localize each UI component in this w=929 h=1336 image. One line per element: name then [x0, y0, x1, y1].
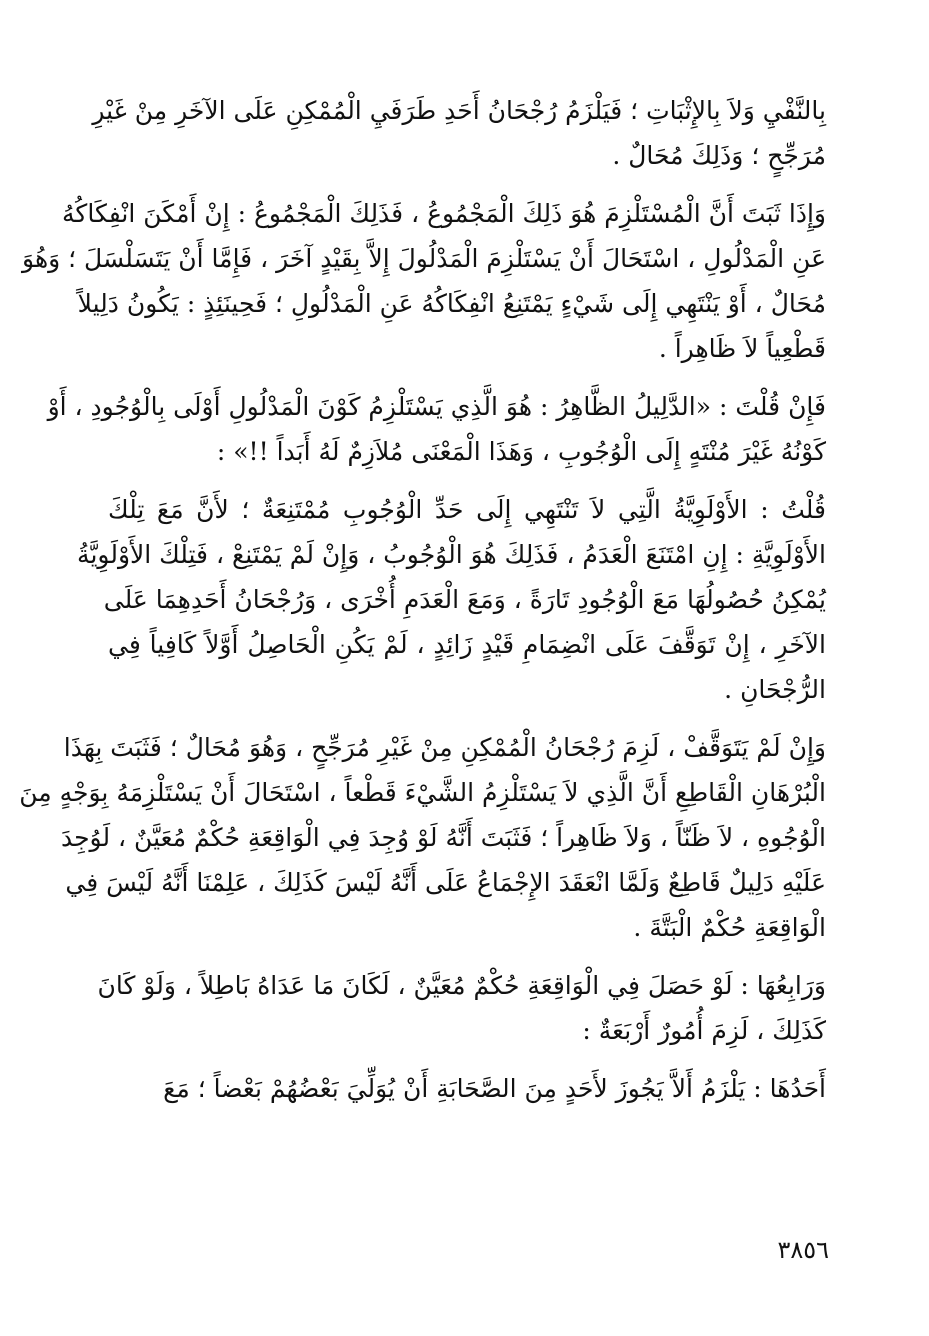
paragraph-gap [108, 371, 826, 384]
text-line: الرُّجْحَانِ . [724, 675, 826, 704]
body-text [19, 88, 826, 1111]
paragraph [47, 384, 826, 474]
paragraph [19, 725, 826, 950]
paragraph-gap [108, 474, 826, 487]
paragraph-gap [108, 178, 826, 191]
paragraph [108, 1066, 826, 1111]
text-line: الْوُجُوهِ ، لاَ ظَنّاً ، وَلاَ ظَاهِراً ؛ فَثَبَتَ أَنَّهُ لَوْ وُجِدَ فِي الْوَاقِعَةِ حُكْمٌ مُعَيَّنٌ ، لَوُجِدَ [60, 823, 826, 852]
text-line: وَإِنْ لَمْ يَتَوَقَّفْ ، لَزِمَ رُجْحَانُ الْمُمْكِنِ مِنْ غَيْرِ مُرَجِّحٍ ، وَهُوَ مُحَالٌ ؛ فَثَبَتَ بِهَذَا [63, 733, 826, 762]
text-line: عَلَيْهِ دَلِيلٌ قَاطِعٌ وَلَمَّا انْعَقَدَ الإِجْمَاعُ عَلَى أَنَّهُ لَيْسَ كَذَلِكَ ، عَلِمْنَا أَنَّهُ لَيْسَ فِي [65, 868, 826, 897]
text-line: عَنِ الْمَدْلُولِ ، اسْتَحَالَ أَنْ يَسْتَلْزِمَ الْمَدْلُولَ إِلاَّ بِقَيْدٍ آخَرَ ، فَإِمَّا أَنْ يَتَسَلْسَلَ ؛ وَهُوَ [22, 244, 826, 273]
text-line: الْوَاقِعَةِ حُكْمٌ الْبَتَّةَ . [633, 913, 826, 942]
page-number: ٣٨٥٦ [777, 1236, 829, 1264]
text-line: فَإِنْ قُلْتَ : «الدَّلِيلُ الظَّاهِرُ : هُوَ الَّذِي يَسْتَلْزِمُ كَوْنَ الْمَدْلُولِ أَوْلَى بِالْوُجُودِ ، أَوْ [47, 392, 826, 421]
paragraph [77, 487, 826, 712]
text-line: أَحَدُهَا : يَلْزَمُ أَلاَّ يَجُوزَ لأَحَدٍ مِنَ الصَّحَابَةِ أَنْ يُوَلِّيَ بَعْضُهُمْ بَعْضاً ؛ مَعَ [163, 1074, 826, 1103]
text-line: قَطْعِياً لاَ ظَاهِراً . [658, 334, 826, 363]
text-line: بِالنَّفْيِ وَلاَ بِالإِثْبَاتِ ؛ فَيَلْزَمُ رُجْحَانُ أَحَدِ طَرَفَيِ الْمُمْكِنِ عَلَى الآخَرِ مِنْ غَيْرِ [92, 96, 826, 125]
text-line: وَرَابِعُهَا : لَوْ حَصَلَ فِي الْوَاقِعَةِ حُكْمٌ مُعَيَّنٌ ، لَكَانَ مَا عَدَاهُ بَاطِلاً ، وَلَوْ كَانَ [97, 971, 826, 1000]
paragraph-gap [108, 712, 826, 725]
paragraph-gap [108, 950, 826, 963]
text-line: الأَوْلَوِيَّةِ : إِنِ امْتَنَعَ الْعَدَمُ ، فَذَلِكَ هُوَ الْوُجُوبُ ، وَإِنْ لَمْ يَمْتَنِعْ ، فَتِلْكَ الأَوْلَوِيَّةُ [77, 540, 826, 569]
text-line: كَوْنُهُ غَيْرَ مُنْتَهٍ إِلَى الْوُجُوبِ ، وَهَذَا الْمَعْنَى مُلاَزِمٌ لَهُ أَبَداً !!» : [216, 437, 826, 466]
text-line: الآخَرِ ، إِنْ تَوَقَّفَ عَلَى انْضِمَامِ قَيْدٍ زَائِدٍ ، لَمْ يَكُنِ الْحَاصِلُ أَوَّلاً كَافِياً فِي [108, 630, 826, 659]
paragraph-gap [108, 1053, 826, 1066]
text-line: يُمْكِنُ حُصُولُهَا مَعَ الْوُجُودِ تَارَةً ، وَمَعَ الْعَدَمِ أُخْرَى ، وَرُجْحَانُ أَحَدِهِمَا عَلَى [103, 585, 826, 614]
paragraph [97, 963, 826, 1053]
text-line: كَذَلِكَ ، لَزِمَ أُمُورٌ أَرْبَعَةٌ : [582, 1016, 826, 1045]
text-line: قُلْتُ : الأَوْلَوِيَّةُ الَّتِي لاَ تَنْتَهِي إِلَى حَدِّ الْوُجُوبِ مُمْتَنِعَةٌ ؛ لأَنَّ مَعَ تِلْكَ [108, 495, 826, 524]
text-line: وَإِذَا ثَبَتَ أَنَّ الْمُسْتَلْزِمَ هُوَ ذَلِكَ الْمَجْمُوعُ ، فَذَلِكَ الْمَجْمُوعُ : إِنْ أَمْكَنَ انْفِكَاكُهُ [62, 199, 826, 228]
text-line: مُرَجِّحٍ ؛ وَذَلِكَ مُحَالٌ . [612, 141, 826, 170]
paragraph [92, 88, 826, 178]
text-line: مُحَالٌ ، أَوْ يَنْتَهِي إِلَى شَيْءٍ يَمْتَنِعُ انْفِكَاكُهُ عَنِ الْمَدْلُولِ ؛ فَحِينَئِذٍ : يَكُونُ دَلِيلاً [77, 289, 826, 318]
paragraph [22, 191, 826, 371]
text-line: الْبُرْهَانِ الْقَاطِعِ أَنَّ الَّذِي لاَ يَسْتَلْزِمُ الشَّيْءَ قَطْعاً ، اسْتَحَالَ أَنْ يَسْتَلْزِمَهُ بِوَجْهٍ مِنَ [19, 778, 826, 807]
